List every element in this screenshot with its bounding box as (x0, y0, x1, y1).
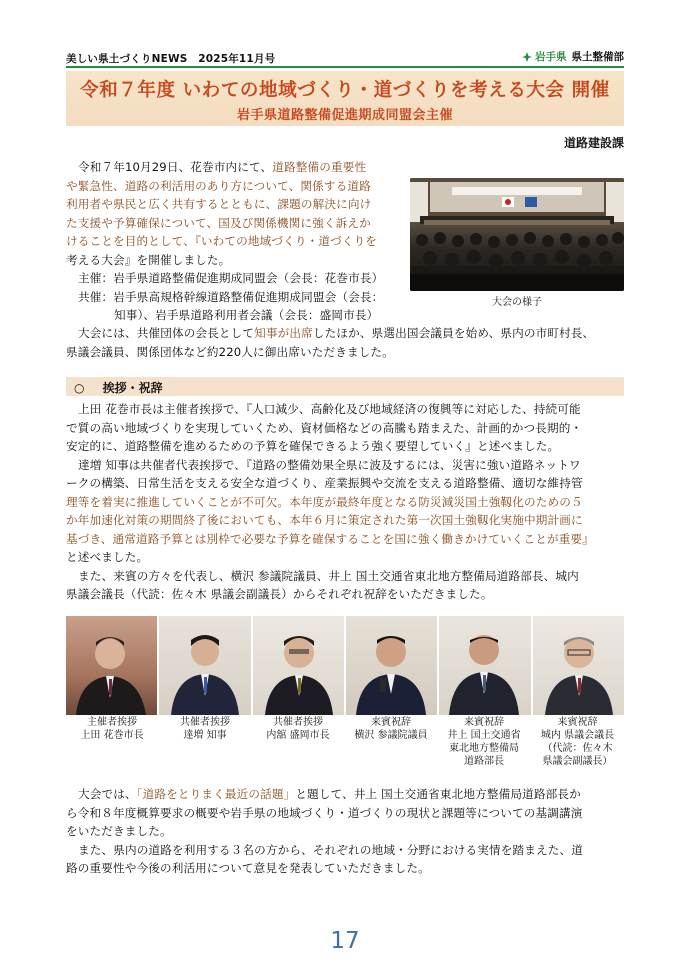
portrait-caption (438, 716, 530, 768)
header-office (521, 49, 624, 64)
speech-line: ークの構築、日常生活を支える安全な道づくり、産業振興や交流を支える道路整備、適切な維持管 (66, 476, 583, 490)
caption-line: 上田 花巻市長 (80, 730, 144, 741)
caption-line: 来賓祝辞 (371, 717, 411, 728)
portrait-caption (66, 716, 158, 742)
caption-line: （代読：佐々木 (542, 743, 613, 754)
caption-line: 共催者挨拶 (273, 717, 323, 728)
speech-line: 達増 知事は共催者代表挨拶で、『道路の整備効果全県に波及するには、災害に強い道路ネットワ (78, 457, 581, 472)
organizer: 主催：岩手県道路整備促進期成同盟会（会長：花巻市長） (78, 271, 384, 285)
caption-line: 東北地方整備局 (449, 743, 519, 754)
caption-line: 県議会副議長） (542, 756, 613, 767)
caption-line: 横沢 参議院議員 (354, 730, 428, 741)
caption-line: 共催者挨拶 (180, 717, 230, 728)
attendance-text: 大会には、共催団体の会長として (78, 326, 255, 340)
attendance-highlight: 知事が出席 (254, 326, 313, 340)
closing-line: また、県内の道路を利用する３名の方から、それぞれの地域・分野における実情を踏まえた、道 (78, 842, 583, 857)
caption-line: 来賓祝辞 (464, 717, 504, 728)
intro-highlight: 道路整備の重要性 (272, 160, 367, 174)
portrait-caption (531, 716, 624, 768)
portrait-caption (252, 716, 344, 742)
co-organizer-2: 知事）、岩手県道路利用者会議（会長：盛岡市長） (114, 308, 379, 322)
intro-line: 利用者や県民と広く共有するとともに、課題の解決に向け (66, 197, 372, 211)
attendance-text: 県議会議員、関係団体など約220人に御出席いただきました。 (66, 344, 394, 359)
portrait-photo (253, 616, 344, 715)
section-marker: ○ (74, 381, 85, 395)
speech-line: 基づき、通常道路予算とは別枠で必要な予算を確保することを国に強く働きかけていくことが重要』 (66, 531, 595, 546)
co-organizer-1: 共催：岩手県高規格幹線道路整備促進期成同盟会（会長： (78, 289, 384, 304)
attendance-text: したほか、県選出国会議員を始め、県内の市町村長、 (312, 326, 595, 340)
closing-line: をいただきました。 (66, 824, 172, 838)
header-rule (66, 66, 624, 68)
closing-line: ら令和８年度概算要求の概要や岩手県の地域づくり・道づくりの現状と課題等についての基調講演 (66, 805, 583, 820)
portrait-photo (346, 616, 437, 715)
page-subtitle: 岩手県道路整備促進期成同盟会主催 (236, 108, 453, 123)
portrait-photo (66, 616, 157, 715)
iwate-logo (521, 49, 567, 64)
intro-line: や緊急性、道路の利活用のあり方について、関係する道路 (66, 178, 371, 193)
page-number: 17 (330, 928, 360, 954)
closing-highlight: 「道路をとりまく最近の話題」 (136, 787, 296, 801)
event-photo (410, 178, 624, 291)
intro-paragraph (66, 158, 406, 325)
closing-text: と題して、井上 国土交通省東北地方整備局道路部長か (295, 787, 581, 801)
portrait-photo (533, 616, 624, 715)
speech-line: また、来賓の方々を代表し、横沢 参議院議員、井上 国土交通省東北地方整備局道路部長、城内 (78, 568, 579, 583)
section-title: 挨拶・祝辞 (102, 381, 163, 395)
attendance-paragraph (66, 324, 624, 361)
caption-line: 達増 知事 (183, 730, 227, 741)
portrait-photo (159, 616, 250, 715)
caption-line: 城内 県議会議長 (540, 730, 615, 741)
portrait-caption (159, 716, 251, 742)
closing (66, 785, 624, 878)
intro-line: た支援や予算確保について、国及び関係機関に強く訴えか (66, 215, 371, 230)
caption-line: 主催者挨拶 (87, 717, 137, 728)
logo-text: 岩手県 (535, 51, 567, 63)
caption-line: 道路部長 (464, 756, 504, 767)
closing-text: 大会では、 (78, 787, 137, 801)
closing-line-0 (66, 785, 624, 804)
speech-line: 上田 花巻市長は主催者挨拶で、『人口減少、高齢化及び地域経済の復興等に対応した、持続可能 (78, 402, 581, 416)
office-name: 県土整備部 (571, 51, 624, 63)
caption-line: 井上 国土交通省 (447, 730, 521, 741)
intro-line: 令和７年10月29日、花巻市内にて、 (78, 160, 273, 174)
speeches (66, 400, 624, 604)
department: 道路建設課 (563, 136, 624, 150)
speech-line: 理等を着実に推進していくことが不可欠。本年度が最終年度となる防災減災国土強靱化のための５ (66, 494, 583, 509)
portrait-strip (66, 616, 624, 715)
speech-line: 県議会議長（代読：佐々木 県議会副議長）からそれぞれ祝辞をいただきました。 (66, 587, 493, 601)
page-title: 令和７年度 いわての地域づくり・道づくりを考える大会 開催 (80, 80, 610, 101)
leaf-icon (521, 51, 533, 63)
intro-line: 考える大会』を開催しました。 (66, 252, 231, 267)
closing-line: 路の重要性や今後の利活用について意見を発表していただきました。 (66, 861, 430, 875)
speech-line: か年加速化対策の期間終了後においても、本年６月に策定された第一次国土強靱化実施中期計画に (66, 513, 583, 527)
portrait-photo (439, 616, 530, 715)
newsletter-title: 美しい県土づくりNEWS 2025年11月号 (66, 53, 276, 65)
intro-line: けることを目的として、『いわての地域づくり・道づくりを (66, 234, 378, 248)
caption-line: 内舘 盛岡市長 (266, 730, 330, 741)
photo-caption: 大会の様子 (492, 297, 542, 308)
section-heading (74, 379, 163, 396)
portrait-caption (345, 716, 437, 742)
speech-line: で質の高い地域づくりを実現していくため、資材価格などの高騰も踏まえた、計画的かつ長期的・ (66, 420, 583, 435)
speech-line: 安定的に、道路整備を進めるための予算を確保できるよう強く要望していく』と述べました。 (66, 439, 560, 453)
speech-line: と述べました。 (66, 550, 149, 564)
caption-line: 来賓祝辞 (557, 717, 598, 728)
